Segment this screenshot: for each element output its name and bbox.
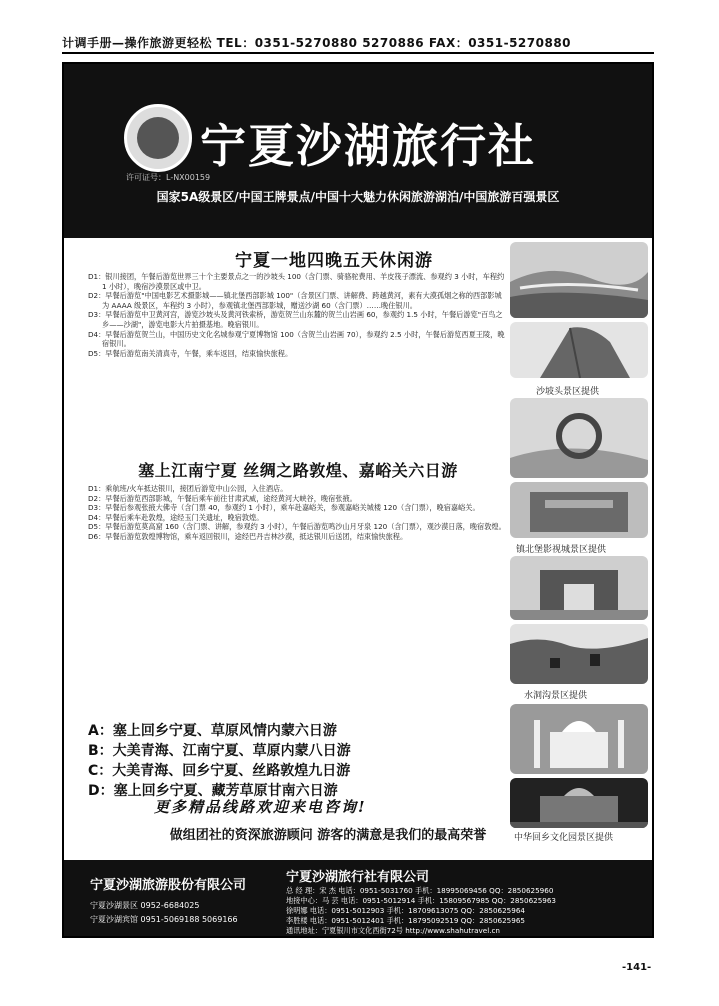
itinerary-line: D6：早餐后游览敦煌博物馆，乘车返回银川，途经巴丹吉林沙漠，抵达银川后送团，结束愉快旅程。 xyxy=(88,531,408,541)
route-item: A：塞上回乡宁夏、草原风情内蒙六日游 xyxy=(88,723,337,739)
slogan-sub: 做组团社的资深旅游顾问 游客的满意是我们的最高荣誉 xyxy=(169,828,487,843)
route-item: B：大美青海、江南宁夏、草原内蒙八日游 xyxy=(88,743,351,759)
company-right-title: 宁夏沙湖旅行社有限公司 xyxy=(286,870,430,885)
cliff-photo xyxy=(510,624,648,684)
mosque-photo xyxy=(510,704,648,774)
photo-caption: 镇北堡影视城景区提供 xyxy=(516,545,607,555)
rock-photo xyxy=(510,322,648,378)
footer xyxy=(64,860,652,938)
itinerary-line: D2：早餐后游览西部影城，午餐后乘车前往甘肃武威，途经黄河大峡谷，晚宿张掖。 xyxy=(88,493,357,503)
itinerary-line: D4：早餐后游览贺兰山，中国历史文化名城参观宁夏博物馆 100（含贺兰山岩画 70），参观约 2.5 小时，午餐后游览西夏王陵，晚宿银川。 xyxy=(88,329,505,349)
contact-row: 地接中心：马 芸 电话：0951-5012914 手机：15809567985 QQ：2850625963 xyxy=(286,896,557,905)
company-left-line: 宁夏沙湖宾馆 0951-5069188 5069166 xyxy=(90,915,238,924)
route-item: C：大美青海、回乡宁夏、丝路敦煌九日游 xyxy=(88,763,351,779)
itinerary-line: D3：早餐后参观张掖大佛寺（含门票 40，参观约 1 小时），乘车赴嘉峪关，参观嘉峪关城楼 120（含门票），晚宿嘉峪关。 xyxy=(88,503,480,513)
contact-list xyxy=(286,886,646,936)
tour2-itinerary xyxy=(88,484,506,542)
license-number: 许可证号：L-NX00159 xyxy=(126,173,211,182)
contact-row: 李胜楼 电话：0951-5012401 手机：18795092519 QQ：2850625965 xyxy=(286,916,525,925)
photo-caption: 水洞沟景区提供 xyxy=(524,691,588,701)
itinerary-line: D4：早餐后乘车赴敦煌，途经玉门关遗址，晚宿敦煌。 xyxy=(88,512,264,522)
brand-title: 宁夏沙湖旅行社 xyxy=(200,119,536,173)
itinerary-line: D5：早餐后游览莫高窟 160（含门票、讲解，参观约 3 小时），午餐后游览鸣沙山月牙泉 120（含门票），观沙漠日落，晚宿敦煌。 xyxy=(88,522,506,532)
photo-caption: 中华回乡文化园景区提供 xyxy=(514,833,614,843)
night-palace-photo xyxy=(510,778,648,828)
itinerary-area xyxy=(64,238,652,843)
route-list xyxy=(88,720,508,800)
itinerary-line: D1：乘航班/火车抵达银川，接团后游览中山公园，入住酒店。 xyxy=(88,484,288,493)
ad-frame xyxy=(62,62,654,938)
desert-arch-photo xyxy=(510,398,648,478)
agency-logo-icon xyxy=(124,104,192,172)
contact-row: 总 经 理：宋 杰 电话：0951-5031760 手机：18995069456 QQ：2850625960 xyxy=(286,886,554,895)
itinerary-line: D5：早餐后游览南关清真寺，午餐，乘车返回，结束愉快旅程。 xyxy=(88,348,293,358)
page-number: -141- xyxy=(622,962,652,973)
header-rule xyxy=(62,52,654,54)
banner xyxy=(64,64,652,238)
desert-river-photo xyxy=(510,242,648,318)
contact-row: 徐明娜 电话：0951-5012903 手机：18709613075 QQ：2850625964 xyxy=(286,906,525,915)
contact-row: 通讯地址：宁夏银川市文化西街72号 http://www.shahutravel.cn xyxy=(286,926,500,935)
tour1-itinerary xyxy=(88,272,506,358)
company-left-title: 宁夏沙湖旅游股份有限公司 xyxy=(90,878,247,893)
gate-photo xyxy=(510,556,648,620)
itinerary-line: D2：早餐后游览"中国电影艺术摄影城——镇北堡西部影城 100"（含景区门票、讲解费、跨越黄河，素有大漠孤烟之称的西部影城为 AAAA 级景区，车程约 3 小时），参观镇北堡西部影城，赠送沙湖 60（含门票）……晚住银川。 xyxy=(88,291,502,310)
brand-tagline: 国家5A级景区/中国王牌景点/中国十大魅力休闲旅游湖泊/中国旅游百强景区 xyxy=(156,190,560,204)
photo-caption: 沙坡头景区提供 xyxy=(536,387,600,397)
itinerary-line: D3：早餐后游览中卫黄河宫，游览沙坡头及黄河铁索桥，游览贺兰山东麓的贺兰山岩画 60，参观约 1.5 小时，午餐后游览"百鸟之乡——沙湖"，游览电影大片拍摄基地。晚宿银川。 xyxy=(88,310,503,329)
tour1-title: 宁夏一地四晚五天休闲游 xyxy=(235,251,433,271)
route-item: D：塞上回乡宁夏、藏芳草原甘南六日游 xyxy=(88,783,338,799)
tour2-title: 塞上江南宁夏 丝绸之路敦煌、嘉峪关六日游 xyxy=(138,461,458,480)
header-line: 计调手册—操作旅游更轻松 TEL：0351-5270880 5270886 FAX：0351-5270880 xyxy=(62,36,572,50)
itinerary-line: D1：银川接团，午餐后游览世界三十个主要景点之一的沙坡头 100（含门票、骑骆驼费用、羊皮筏子漂流、参观约 3 小时，车程约 1 小时），晚宿沙漠景区或中卫。 xyxy=(88,272,505,291)
slogan-main: 更多精品线路欢迎来电咨询! xyxy=(154,798,367,816)
company-left-line: 宁夏沙湖景区 0952-6684025 xyxy=(90,901,200,910)
film-city-photo xyxy=(510,482,648,538)
